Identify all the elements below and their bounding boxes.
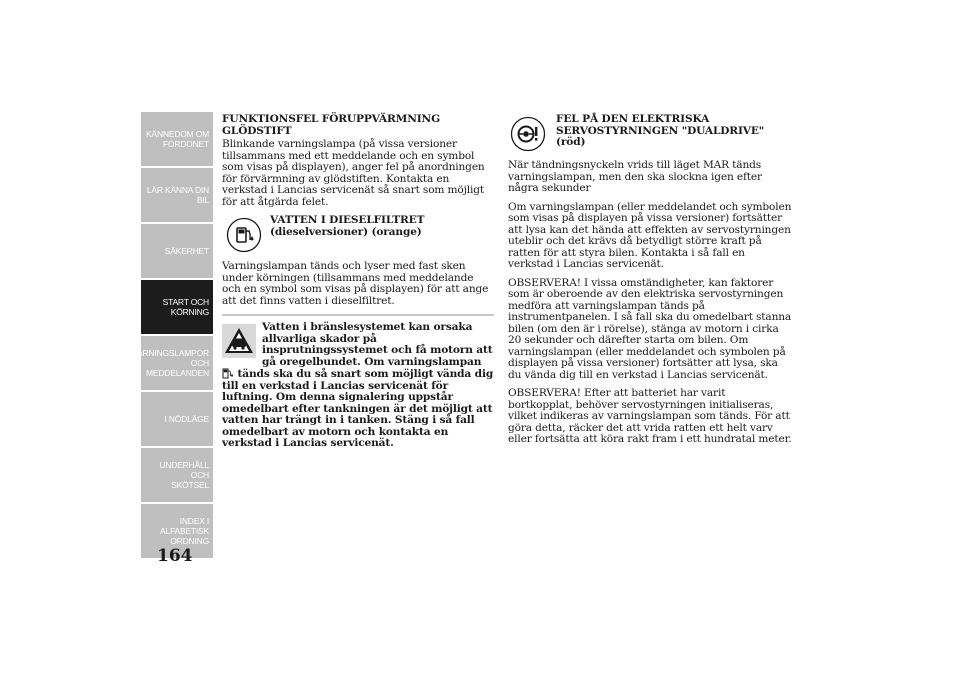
sidebar-item-varningslampor[interactable] xyxy=(132,336,213,390)
sidebar-item-sakerhet[interactable] xyxy=(141,224,213,278)
sidebar-item-label: START OCH KÖRNING xyxy=(162,297,209,317)
sidebar-item-label: INDEX I ALFABETISK ORDNING xyxy=(159,516,209,546)
chapter-sidebar xyxy=(132,112,213,560)
warning-text-part1: Vatten i bränslesystemet kan orsaka allvarliga skador på insprutningssystemet och få motorn att gå oregelbundet. Om varningslampan xyxy=(262,321,493,368)
paragraph: OBSERVERA! Efter att batteriet har varit bortkopplat, behöver servostyrningen initialiseras, vilket indikeras av varningslampan som tänds. För att göra detta, räcker det att vrida ratten ett helt varv eller fortsätta att köra rakt fram i ett hundratal meter. xyxy=(508,387,792,445)
sidebar-item-label: LÄR KÄNNA DIN BIL xyxy=(146,185,209,205)
paragraph: När tändningsnyckeln vrids till läget MAR tänds varningslampan, men den ska slockna igen efter några sekunder xyxy=(508,159,762,194)
warning-text-part2: tänds ska du så snart som möjligt vända dig till en verkstad i Lancias servicenät för luftning. Om denna signalering uppstår omedelbart efter tankningen är det möjligt att vatten har trängt in i tanken. Stäng i så fall omedelbart av motorn och kontakta en verkstad i Lancias servicenät. xyxy=(222,368,494,449)
section-heading-servo: FEL PÅ DEN ELEKTRISKA SERVOSTYRNINGEN "DUALDRIVE" (röd) xyxy=(556,113,765,148)
left-column xyxy=(222,114,494,450)
servo-section xyxy=(508,114,792,152)
page-number: 164 xyxy=(157,546,193,566)
sidebar-item-nodlage[interactable] xyxy=(141,392,213,446)
sidebar-item-kannedom[interactable] xyxy=(141,112,213,166)
sidebar-item-lar-kanna[interactable] xyxy=(141,168,213,222)
water-in-fuel-inline-icon xyxy=(222,368,234,379)
sidebar-item-label: UNDERHÅLL OCH SKÖTSEL xyxy=(159,460,209,490)
right-column xyxy=(508,114,792,453)
paragraph: Varningslampan tänds och lyser med fast sken under körningen (tillsammans med meddelande och en symbol som visas på displayen) för att ange att det finns vatten i dieselfiltret. xyxy=(222,260,489,307)
warning-box xyxy=(222,314,494,450)
paragraph: Om varningslampan (eller meddelandet och symbolen som visas på displayen på vissa versioner) fortsätter att lysa kan det hända att effekten av servostyrningen uteblir och det krävs då betydligt större kraft på ratten för att styra bilen. Kontakta i så fall en verkstad i Lancias servicenät. xyxy=(508,200,792,270)
paragraph: Blinkande varningslampa (på vissa versioner tillsammans med ett meddelande och en symbol som visas på displayen), anger fel på anordningen för förvärmning av glödstiften. Kontakta en verkstad i Lancias servicenät så snart som möjligt för att åtgärda felet. xyxy=(222,138,485,208)
sidebar-item-start-korning[interactable] xyxy=(141,280,213,334)
sidebar-item-label: SÄKERHET xyxy=(164,246,209,256)
sidebar-item-label: I NÖDLÄGE xyxy=(164,414,209,424)
section-heading-glodstift: FUNKTIONSFEL FÖRUPPVÄRMNING GLÖDSTIFT xyxy=(222,113,440,137)
sidebar-item-label: VARNINGSLAMPOR OCH MEDDELANDEN xyxy=(132,348,209,378)
water-in-fuel-filter-icon xyxy=(226,217,262,257)
power-steering-fault-icon xyxy=(510,116,546,156)
water-filter-section xyxy=(222,215,494,253)
paragraph: OBSERVERA! I vissa omständigheter, kan faktorer som är oberoende av den elektriska servostyrningen medföra att varningslampan tänds på instrumentpanelen. I så fall ska du omedelbart stanna bilen (om den är i rörelse), stänga av motorn i cirka 20 sekunder och därefter starta om bilen. Om varningslampan (eller meddelandet och symbolen på displayen på vissa versioner) fortsätter att lysa, ska du vända dig till en verkstad i Lancias servicenät. xyxy=(508,276,792,381)
sidebar-item-underhall[interactable] xyxy=(141,448,213,502)
section-heading-vatten: VATTEN I DIESELFILTRET (dieselversioner) (orange) xyxy=(270,214,425,238)
warning-triangle-icon xyxy=(222,324,256,362)
sidebar-item-label: KÄNNEDOM OM FORDONET xyxy=(146,129,209,149)
